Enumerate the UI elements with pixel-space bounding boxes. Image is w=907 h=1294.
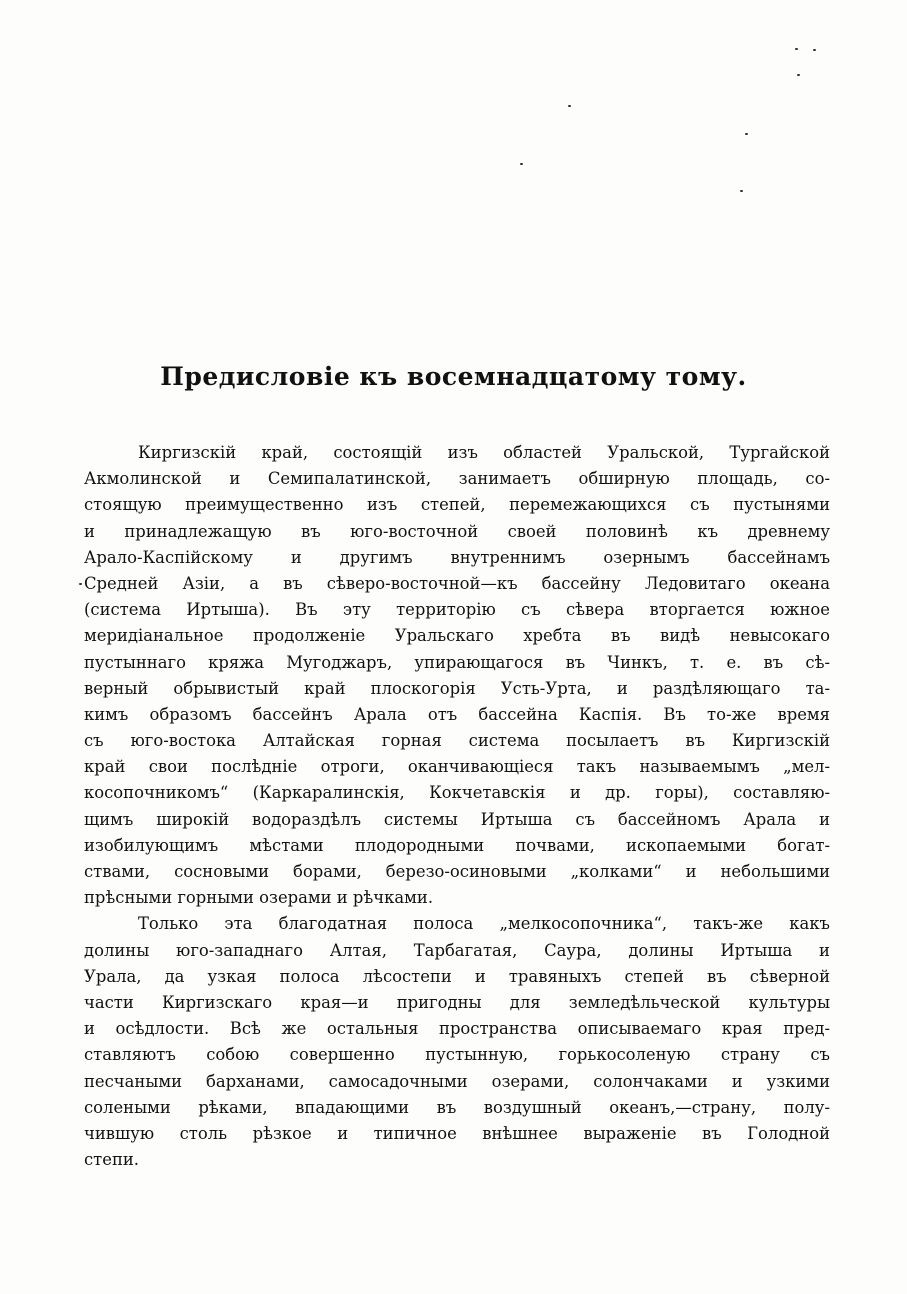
print-speck [79,583,82,585]
text-line: солеными рѣками, впадающими въ воздушный океанъ,—страну, полу- [84,1097,830,1117]
text-line: щимъ широкій водораздѣлъ системы Иртыша съ бассейномъ Арала и [84,809,830,829]
text-line: край свои послѣдніе отроги, оканчивающіеся такъ называемымъ „мел- [84,757,830,777]
text-line: песчаными барханами, самосадочными озерами, солончаками и узкими [84,1071,830,1091]
text-line: Киргизскій край, состоящій изъ областей Уральской, Тургайской [138,443,830,462]
text-line: ставляютъ собою совершенно пустынную, горькосоленую страну съ [84,1045,830,1065]
page-title: Предисловіе къ восемнадцатому тому. [160,362,747,391]
text-line: верный обрывистый край плоскогорія Усть-Урта, и раздѣляющаго та- [84,678,830,698]
text-line: пустыннаго кряжа Мугоджаръ, упирающагося въ Чинкъ, т. е. въ сѣ- [84,652,830,672]
paragraph-2 [84,911,830,1173]
print-speck [520,163,523,165]
text-line: и осѣдлости. Всѣ же остальныя пространства описываемаго края пред- [84,1019,830,1039]
text-line: стоящую преимущественно изъ степей, перемежающихся съ пустынями [84,495,830,515]
text-line: ствами, сосновыми борами, березо-осиновыми „колками“ и небольшими [84,862,830,881]
print-speck [795,48,798,50]
text-line: Урала, да узкая полоса лѣсостепи и травяныхъ степей въ сѣверной [84,966,830,986]
print-speck [745,133,748,135]
print-speck [813,49,816,51]
text-line: косопочникомъ“ (Каркаралинскія, Кокчетавскія и др. горы), составляю- [84,783,830,803]
document-body [84,440,830,1173]
text-line: долины юго-западнаго Алтая, Тарбагатая, Саура, долины Иртыша и [84,940,830,960]
text-line: Только эта благодатная полоса „мелкосопочника“, такъ-же какъ [138,914,830,934]
text-line: Арало-Каспійскому и другимъ внутреннимъ озернымъ бассейнамъ [84,547,830,567]
text-line: чившую столь рѣзкое и типичное внѣшнее выраженіе въ Голодной [84,1123,830,1143]
text-line: изобилующимъ мѣстами плодородными почвами, ископаемыми богат- [84,835,830,855]
text-line: и принадлежащую въ юго-восточной своей половинѣ къ древнему [84,521,830,541]
text-line: Акмолинской и Семипалатинской, занимаетъ обширную площадь, со- [84,469,830,489]
text-line: Средней Азіи, а въ сѣверо-восточной—къ бассейну Ледовитаго океана [84,573,830,593]
text-line: прѣсными горными озерами и рѣчками. [84,888,434,908]
print-speck [568,105,571,107]
text-line: (система Иртыша). Въ эту территорію съ сѣвера вторгается южное [84,600,830,620]
print-speck [740,190,743,192]
text-line: части Киргизскаго края—и пригодны для земледѣльческой культуры [84,992,830,1012]
text-line: кимъ образомъ бассейнъ Арала отъ бассейна Каспія. Въ то-же время [84,704,830,724]
text-line: меридіанальное продолженіе Уральскаго хребта въ видѣ невысокаго [84,626,830,646]
paragraph-1 [84,440,830,911]
print-speck [797,74,800,76]
text-line: степи. [84,1150,140,1170]
text-line: съ юго-востока Алтайская горная система посылаетъ въ Киргизскій [84,731,830,751]
